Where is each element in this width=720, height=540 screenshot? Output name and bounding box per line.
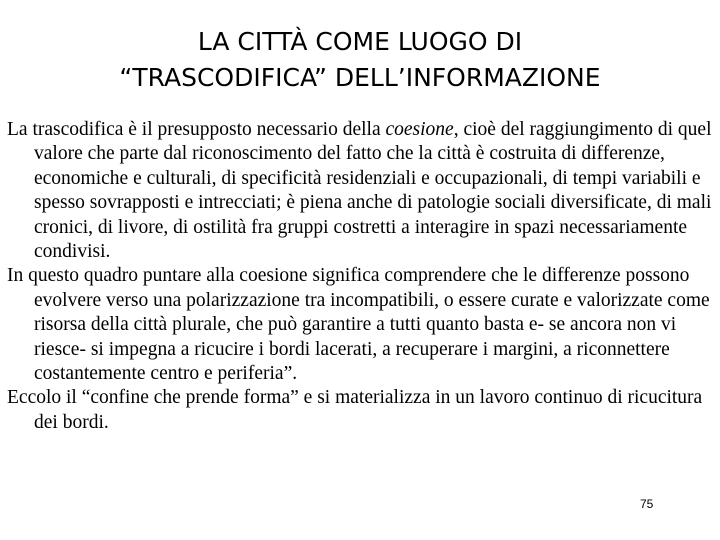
paragraph-coesione: In questo quadro puntare alla coesione significa comprendere che le differenze possono evolvere verso una polarizzazione tra incompatibili, o essere curate e valorizzate come risorsa della città plurale, che può garantire a tutti quanto basta e- se ancora non vi riesce- si impegna a ricucire i bordi lacerati, a recuperare i margini, a riconnettere costantemente centro e periferia”. [7, 265, 710, 385]
title-line-2: “TRASCODIFICA” DELL’INFORMAZIONE [119, 63, 601, 92]
paragraph-1-text-end: , cioè del raggiungimento di quel valore che parte dal riconoscimento del fatto che la città è costruita di differenze, economiche e culturali, di specificità residenziali e occupazionali, di tempi variabili e spesso sovrapposti e intrecciati; è piena anche di patologie sociali diversificate, di mali cronici, di livore, di ostilità fra gruppi costretti a interagire in spazi necessariamente condivisi. [34, 119, 712, 263]
page-number: 75 [640, 497, 654, 511]
slide-title [40, 24, 680, 96]
slide-body [7, 118, 712, 435]
paragraph-confine: Eccolo il “confine che prende forma” e si materializza in un lavoro continuo di ricucitura dei bordi. [7, 387, 703, 433]
paragraph-1-text-start: La trascodifica è il presupposto necessario della [7, 119, 386, 140]
paragraph-trascodifica [7, 118, 712, 264]
emphasis-coesione: coesione [385, 119, 454, 140]
title-line-1: LA CITTÀ COME LUOGO DI [197, 27, 523, 56]
